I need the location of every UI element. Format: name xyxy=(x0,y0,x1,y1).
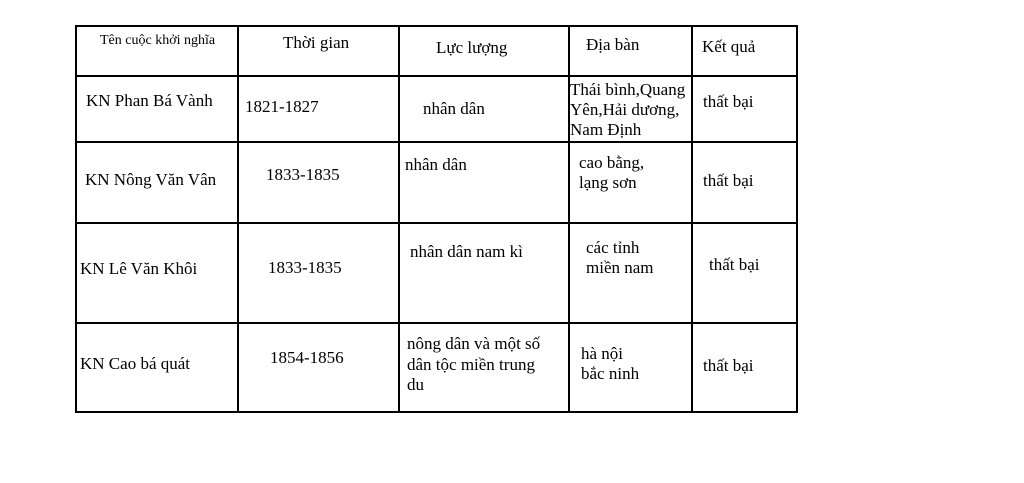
column-divider xyxy=(691,25,693,413)
cell-area: cao bằng, xyxy=(579,153,645,172)
table-border-right xyxy=(796,25,798,413)
table-border-bottom xyxy=(75,411,798,413)
cell-area: lạng sơn xyxy=(579,173,637,192)
cell-force: dân tộc miền trung xyxy=(407,355,535,374)
cell-area: hà nội xyxy=(581,344,624,363)
cell-time: 1821-1827 xyxy=(245,97,319,116)
table-border-left xyxy=(75,25,77,413)
cell-area: Thái bình,Quang xyxy=(570,80,686,99)
cell-result: thất bại xyxy=(703,356,754,375)
table-border-top xyxy=(75,25,798,27)
header-time: Thời gian xyxy=(283,33,350,52)
row-divider xyxy=(75,322,798,324)
cell-area: các tỉnh xyxy=(586,238,640,257)
cell-name: KN Cao bá quát xyxy=(80,354,191,373)
cell-result: thất bại xyxy=(703,92,754,111)
row-divider xyxy=(75,222,798,224)
cell-result: thất bại xyxy=(703,171,754,190)
cell-result: thất bại xyxy=(709,255,760,274)
cell-name: KN Nông Văn Vân xyxy=(85,170,217,189)
cell-name: KN Lê Văn Khôi xyxy=(80,259,198,278)
column-divider xyxy=(237,25,239,413)
column-divider xyxy=(398,25,400,413)
row-divider xyxy=(75,75,798,77)
cell-force: nhân dân nam kì xyxy=(410,242,523,261)
header-name: Tên cuộc khởi nghĩa xyxy=(100,33,216,48)
cell-force: nông dân và một số xyxy=(407,334,541,353)
cell-time: 1854-1856 xyxy=(270,348,344,367)
cell-area: Nam Định xyxy=(570,120,642,139)
row-divider xyxy=(75,141,798,143)
cell-area: bắc ninh xyxy=(581,364,640,383)
cell-force: du xyxy=(407,375,424,394)
header-result: Kết quả xyxy=(702,37,756,56)
cell-force: nhân dân xyxy=(405,155,467,174)
cell-time: 1833-1835 xyxy=(266,165,340,184)
cell-name: KN Phan Bá Vành xyxy=(86,91,213,110)
cell-area: miền nam xyxy=(586,258,654,277)
header-force: Lực lượng xyxy=(436,38,508,57)
cell-force: nhân dân xyxy=(423,99,485,118)
cell-area: Yên,Hải dương, xyxy=(570,100,680,119)
header-area: Địa bàn xyxy=(586,35,640,54)
cell-time: 1833-1835 xyxy=(268,258,342,277)
